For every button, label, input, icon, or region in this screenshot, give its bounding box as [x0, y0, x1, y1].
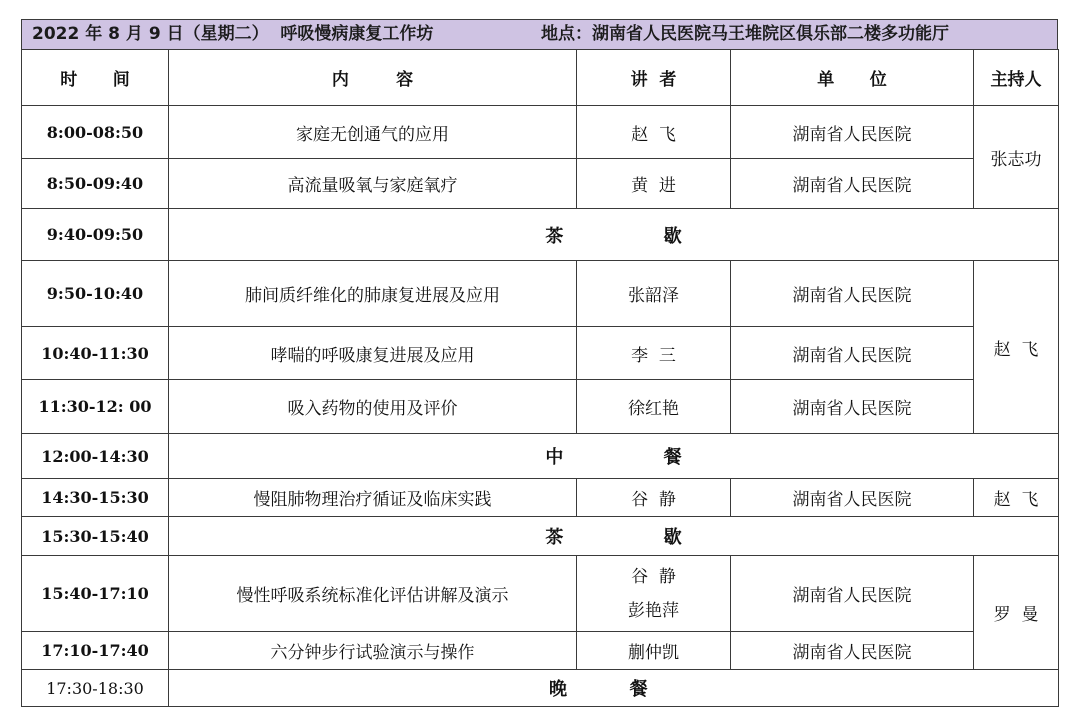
table-row: [22, 159, 1059, 209]
break-label: 晚 餐: [169, 670, 1059, 707]
row-unit: 湖南省人民医院: [731, 479, 974, 517]
break-row: [22, 670, 1059, 707]
row-content: 肺间质纤维化的肺康复进展及应用: [169, 261, 577, 327]
row-time: 15:40-17:10: [22, 556, 169, 632]
row-content: 哮喘的呼吸康复进展及应用: [169, 327, 577, 380]
row-speaker: 徐红艳: [577, 380, 731, 434]
header-row: [22, 50, 1059, 106]
row-unit: 湖南省人民医院: [731, 106, 974, 159]
break-label: 中 餐: [169, 434, 1059, 479]
break-row: [22, 434, 1059, 479]
table-row: [22, 632, 1059, 670]
row-speakers: [577, 556, 731, 632]
row-time: 9:40-09:50: [22, 209, 169, 261]
schedule-table: [21, 49, 1059, 707]
row-content: 慢性呼吸系统标准化评估讲解及演示: [169, 556, 577, 632]
row-time: 17:10-17:40: [22, 632, 169, 670]
table-row: [22, 327, 1059, 380]
row-host: 赵 飞: [974, 479, 1059, 517]
break-row: [22, 209, 1059, 261]
table-row: [22, 556, 1059, 632]
row-time: 8:50-09:40: [22, 159, 169, 209]
row-time: 8:00-08:50: [22, 106, 169, 159]
row-speaker: 蒯仲凯: [577, 632, 731, 670]
row-content: 慢阻肺物理治疗循证及临床实践: [169, 479, 577, 517]
row-time: 12:00-14:30: [22, 434, 169, 479]
row-speaker: 赵 飞: [577, 106, 731, 159]
row-time: 14:30-15:30: [22, 479, 169, 517]
row-unit: 湖南省人民医院: [731, 556, 974, 632]
row-time: 10:40-11:30: [22, 327, 169, 380]
schedule-sheet: [21, 19, 1058, 711]
row-speaker: 张韶泽: [577, 261, 731, 327]
table-row: [22, 380, 1059, 434]
header-content: 内 容: [169, 50, 577, 106]
row-content: 六分钟步行试验演示与操作: [169, 632, 577, 670]
row-speaker: 黄 进: [577, 159, 731, 209]
header-unit: 单 位: [731, 50, 974, 106]
row-speaker: 李 三: [577, 327, 731, 380]
row-unit: 湖南省人民医院: [731, 632, 974, 670]
banner-location: 地点：湖南省人民医院马王堆院区俱乐部二楼多功能厅: [541, 24, 949, 44]
break-label: 茶 歇: [169, 209, 1059, 261]
row-content: 家庭无创通气的应用: [169, 106, 577, 159]
break-row: [22, 517, 1059, 556]
row-unit: 湖南省人民医院: [731, 380, 974, 434]
schedule-banner: [21, 19, 1058, 50]
row-host: 赵 飞: [974, 261, 1059, 434]
header-host: 主持人: [974, 50, 1059, 106]
row-unit: 湖南省人民医院: [731, 327, 974, 380]
header-time: 时 间: [22, 50, 169, 106]
table-row: [22, 479, 1059, 517]
row-unit: 湖南省人民医院: [731, 261, 974, 327]
speaker-line: 彭艳萍: [628, 600, 679, 621]
banner-date-title: 2022 年 8 月 9 日（星期二） 呼吸慢病康复工作坊: [32, 24, 434, 44]
row-time: 9:50-10:40: [22, 261, 169, 327]
row-time: 15:30-15:40: [22, 517, 169, 556]
table-row: [22, 106, 1059, 159]
row-time: 17:30-18:30: [22, 670, 169, 707]
row-content: 吸入药物的使用及评价: [169, 380, 577, 434]
row-content: 高流量吸氧与家庭氧疗: [169, 159, 577, 209]
speaker-line: 谷 静: [631, 566, 676, 587]
break-label: 茶 歇: [169, 517, 1059, 556]
row-host: 罗 曼: [974, 556, 1059, 670]
row-unit: 湖南省人民医院: [731, 159, 974, 209]
row-host: 张志功: [974, 106, 1059, 209]
header-speaker: 讲 者: [577, 50, 731, 106]
table-row: [22, 261, 1059, 327]
row-time: 11:30-12: 00: [22, 380, 169, 434]
row-speaker: 谷 静: [577, 479, 731, 517]
